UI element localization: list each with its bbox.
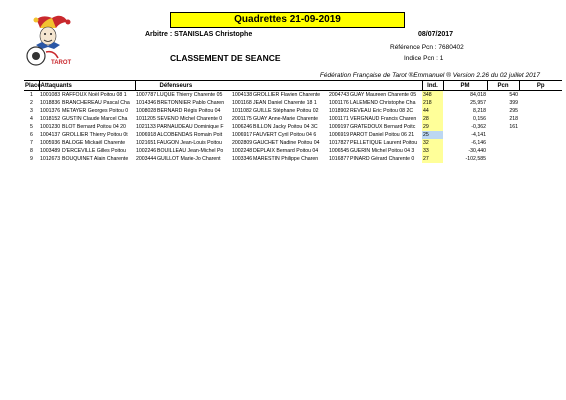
col-place: Place	[25, 82, 41, 89]
attaquant-name: BOUQUINET Alain Charente	[62, 156, 129, 162]
cell-pm: -0,362	[471, 124, 486, 130]
defenseur1-id: 1007787	[136, 92, 157, 98]
cell-place: 1	[30, 92, 33, 98]
attaquant-name: BRANCHEREAU Pascal Cha	[62, 100, 130, 106]
cell-ind: 33	[422, 147, 443, 155]
table-row	[24, 147, 562, 155]
cell-ind: 25	[422, 131, 443, 139]
cell-pp	[519, 91, 562, 100]
defenseur3-id: 1001171	[329, 116, 349, 122]
defenseur1-name: BRETONNIER Pablo Charen	[157, 100, 225, 106]
defenseur3-name: REVEAU Eric Poitou 08 2C	[350, 108, 414, 114]
attaquant-id: 1005936	[40, 140, 61, 146]
cell-pp	[519, 123, 562, 131]
defenseur1-name: FAUGON Jean-Louis Poitou	[157, 140, 222, 146]
defenseur1-name: GUILLOT Marie-Jo Charent	[157, 156, 221, 162]
col-ind: Ind.	[422, 81, 443, 91]
cell-pp	[519, 139, 562, 147]
col-pm: PM	[443, 81, 487, 91]
defenseur1-id: 1014346	[136, 100, 157, 106]
cell-place: 2	[30, 100, 33, 106]
attaquant-name: GROLLIER Thierry Poitou 0t	[62, 132, 128, 138]
attaquant-id: 1003489	[40, 148, 61, 154]
section-title: CLASSEMENT DE SEANCE	[170, 53, 281, 63]
defenseur2-name: GROLLIER Flavien Charente	[253, 92, 321, 98]
defenseur2-name: GUAY Anne-Marie Charente	[253, 116, 318, 122]
cell-ind: 218	[422, 99, 443, 107]
cell-pm: -4,141	[471, 132, 486, 138]
cell-pcn: 540	[509, 92, 518, 98]
table-row	[24, 123, 562, 131]
table-row	[24, 107, 562, 115]
defenseur3-name: VERGNAUD Francis Charen	[350, 116, 417, 122]
cell-pm: 84,018	[470, 92, 486, 98]
defenseur1-id: 1002246	[136, 148, 157, 154]
defenseur1-id: 1021133	[136, 124, 156, 130]
attaquant-id: 1001083	[40, 92, 61, 98]
defenseur3-name: PINARD Gérard Charente 0	[350, 156, 415, 162]
defenseur3-name: PELLETIQUE Laurent Poitou	[350, 140, 418, 146]
cell-pm: -30,440	[468, 148, 486, 154]
defenseur3-id: 1006545	[329, 148, 350, 154]
cell-pcn	[487, 131, 519, 139]
reference-pcn: Référence Pcn : 7680402	[390, 44, 464, 51]
attaquant-id: 1004137	[40, 132, 61, 138]
results-table	[24, 80, 562, 163]
cell-pm: 0,156	[473, 116, 486, 122]
cell-ind: 27	[422, 155, 443, 163]
defenseur1-id: 2003444	[136, 156, 157, 162]
cell-ind: 348	[422, 91, 443, 100]
table-row	[24, 139, 562, 147]
cell-place: 8	[30, 148, 33, 154]
defenseur2-name: BILLON Jacky Poitou 04 3C	[253, 124, 318, 130]
defenseur2-name: GAUCHET Nadine Poitou 04	[253, 140, 320, 146]
defenseur2-id: 1006917	[232, 132, 253, 138]
cell-pm: 8,218	[473, 108, 486, 114]
col-pcn: Pcn	[487, 81, 519, 91]
defenseur2-id: 2001175	[232, 116, 252, 122]
defenseur2-id: 1003346	[232, 156, 253, 162]
attaquant-id: 1001230	[40, 124, 61, 130]
defenseur3-name: GRATEDOUX Bernard Poitc	[350, 124, 416, 130]
cell-pm: -6,146	[471, 140, 486, 146]
cell-pcn	[487, 139, 519, 147]
defenseur1-id: 1008028	[136, 108, 157, 114]
table-row	[24, 131, 562, 139]
cell-place: 3	[30, 108, 33, 114]
defenseur3-id: 1016877	[329, 156, 350, 162]
defenseur3-id: 1018902	[329, 108, 350, 114]
cell-place: 5	[30, 124, 33, 130]
cell-pp	[519, 99, 562, 107]
defenseur1-name: BERNARD Régis Poitou 04	[157, 108, 221, 114]
defenseur2-id: 1001168	[232, 100, 252, 106]
attaquant-name: GUSTIN Claude Marcel Cha	[62, 116, 128, 122]
cell-pp	[519, 107, 562, 115]
defenseur3-name: LALEMEND Christophe Cha	[350, 100, 416, 106]
defenseur1-name: SEVENO Michel Charente 0	[157, 116, 223, 122]
federation-credit: Fédération Française de Tarot ®Emmanuel ® Version 2.26 du 02 juillet 2017	[319, 72, 540, 79]
defenseur3-id: 1009197	[329, 124, 350, 130]
defenseur2-id: 2002809	[232, 140, 253, 146]
cell-place: 4	[30, 116, 33, 122]
table-row	[24, 91, 562, 100]
cell-ind: 32	[422, 139, 443, 147]
defenseur1-id: 1011205	[136, 116, 156, 122]
table-header	[24, 81, 562, 91]
cell-pp	[519, 131, 562, 139]
defenseur3-id: 1006919	[329, 132, 350, 138]
cell-pp	[519, 115, 562, 123]
cell-place: 7	[30, 140, 33, 146]
cell-pcn	[487, 155, 519, 163]
table-row	[24, 115, 562, 123]
cell-pp	[519, 147, 562, 155]
arbitre-label: Arbitre : STANISLAS Christophe	[145, 31, 253, 38]
defenseur3-name: GUAY Maureen Charente 05	[350, 92, 417, 98]
attaquant-name: RAFFOUX Noël Poitou 08 1	[62, 92, 127, 98]
logo-text: TAROT	[51, 60, 72, 66]
defenseur1-id: 1021651	[136, 140, 157, 146]
cell-pm: -102,585	[465, 156, 486, 162]
defenseur3-id: 1001176	[329, 100, 349, 106]
defenseur2-id: 1011082	[232, 108, 252, 114]
defenseur1-id: 1006918	[136, 132, 157, 138]
col-pp: Pp	[519, 81, 562, 91]
defenseur3-name: PAROT Daniel Poitou 06 21	[350, 132, 415, 138]
indice-pcn: Indice Pcn : 1	[404, 55, 444, 62]
attaquant-id: 1018152	[40, 116, 61, 122]
table-row	[24, 155, 562, 163]
cell-ind: 44	[422, 107, 443, 115]
cell-pcn: 218	[509, 116, 518, 122]
cell-pm: 25,957	[470, 100, 486, 106]
defenseur1-name: LUQUE Thierry Charente 05	[157, 92, 223, 98]
defenseur1-name: ALCOBENDAS Romain Poit	[157, 132, 223, 138]
cell-pcn: 399	[509, 100, 518, 106]
attaquant-name: METAYER Georges Poitou 0	[62, 108, 129, 114]
table-row	[24, 99, 562, 107]
tarot-logo	[18, 12, 78, 74]
session-date: 08/07/2017	[418, 31, 454, 38]
defenseur1-name: BOUILLEAU Jean-Michel Po	[157, 148, 224, 154]
cell-pcn: 161	[509, 124, 518, 130]
attaquant-id: 1018836	[40, 100, 61, 106]
attaquant-name: BALOGE Mickaël Charente	[62, 140, 126, 146]
defenseur2-id: 1004138	[232, 92, 253, 98]
document-title: Quadrettes 21-09-2019	[170, 12, 405, 28]
attaquant-name: BLOT Bernard Poitou 04 20	[62, 124, 126, 130]
defenseur2-name: FAUVERT Cyril Poitou 04 6	[253, 132, 317, 138]
defenseur2-name: GUILLE Stéphane Poitou 02	[253, 108, 319, 114]
attaquant-name: D'ERCEVILLE Gilles Poitou	[62, 148, 126, 154]
defenseur2-id: 1002248	[232, 148, 253, 154]
col-defenseurs: Défenseurs	[135, 81, 422, 91]
cell-place: 6	[30, 132, 33, 138]
defenseur2-name: JEAN Daniel Charente 18 1	[253, 100, 317, 106]
defenseur3-name: GUERIN Michel Poitou 04 3	[350, 148, 415, 154]
cell-place: 9	[30, 156, 33, 162]
defenseur3-id: 2004743	[329, 92, 350, 98]
defenseur2-name: MARESTIN Philippe Charen	[253, 156, 319, 162]
defenseur1-name: PARNAUDEAU Dominique F	[157, 124, 224, 130]
cell-ind: 28	[422, 115, 443, 123]
cell-ind: 29	[422, 123, 443, 131]
cell-pp	[519, 155, 562, 163]
defenseur2-id: 1006246	[232, 124, 253, 130]
cell-pcn: 295	[509, 108, 518, 114]
attaquant-id: 1012673	[40, 156, 61, 162]
cell-pcn	[487, 147, 519, 155]
attaquant-id: 1001376	[40, 108, 61, 114]
defenseur2-name: DEPLAIX Bernard Poitou 04	[253, 148, 319, 154]
col-attaquants: Attaquants	[39, 81, 135, 91]
defenseur3-id: 1017827	[329, 140, 350, 146]
